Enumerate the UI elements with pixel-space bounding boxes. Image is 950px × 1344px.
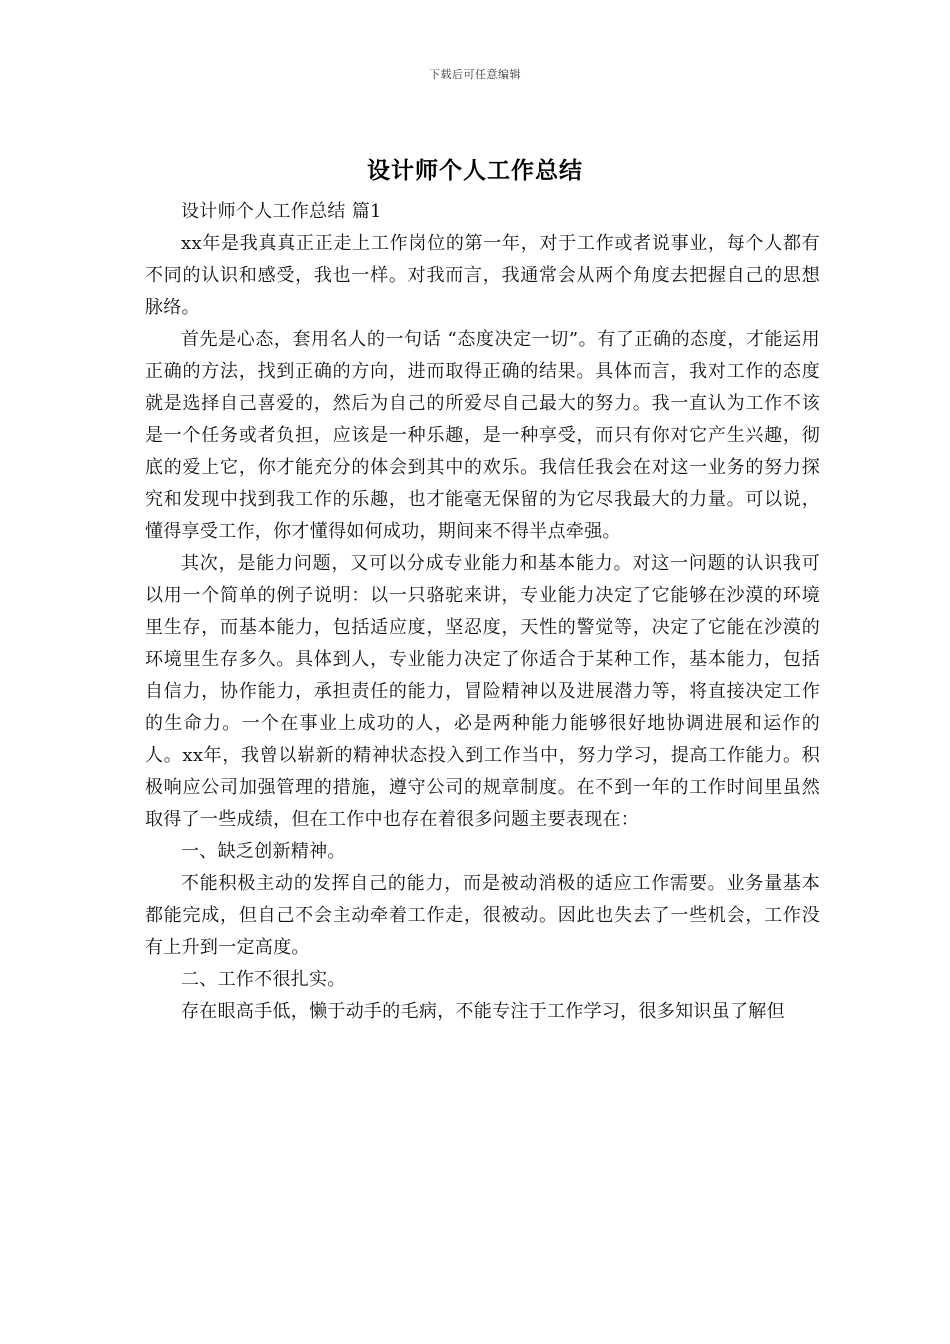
paragraph: xx年是我真真正正走上工作岗位的第一年，对于工作或者说事业，每个人都有不同的认识和感受，我也一样。对我而言，我通常会从两个角度去把握自己的思想脉络。 [145, 233, 820, 318]
paragraph: 其次，是能力问题，又可以分成专业能力和基本能力。对这一问题的认识我可以用一个简单的例子说明：以一只骆驼来讲，专业能力决定了它能够在沙漠的环境里生存，而基本能力，包括适应度，坚忍度，天性的警觉等，决定了它能在沙漠的环境里生存多久。具体到人，专业能力决定了你适合于某种工作，基本能力，包括自信力，协作能力，承担责任的能力，冒险精神以及进展潜力等，将直接决定工作的生命力。一个在事业上成功的人，必是两种能力能够很好地协调进展和运作的人。xx年，我曾以崭新的精神状态投入到工作当中，努力学习，提高工作能力。积极响应公司加强管理的措施，遵守公司的规章制度。在不到一年的工作时间里虽然取得了一些成绩，但在工作中也存在着很多问题主要表现在： [145, 553, 820, 830]
subheading: 二、工作不很扎实。 [181, 969, 346, 990]
paragraph: 首先是心态，套用名人的一句话 “态度决定一切”。有了正确的态度，才能运用正确的方法，找到正确的方向，进而取得正确的结果。具体而言，我对工作的态度就是选择自己喜爱的，然后为自己的所爱尽自己最大的努力。我一直认为工作不该是一个任务或者负担，应该是一种乐趣，是一种享受，而只有你对它产生兴趣，彻底的爱上它，你才能充分的体会到其中的欢乐。我信任我会在对这一业务的努力探究和发现中找到我工作的乐趣，也才能毫无保留的为它尽我最大的力量。可以说，懂得享受工作，你才懂得如何成功，期间来不得半点牵强。 [145, 329, 820, 542]
document-title: 设计师个人工作总结 [367, 157, 583, 184]
subheading: 一、缺乏创新精神。 [181, 841, 346, 862]
paragraph: 不能积极主动的发挥自己的能力，而是被动消极的适应工作需要。业务量基本都能完成，但自己不会主动牵着工作走，很被动。因此也失去了一些机会，工作没有上升到一定高度。 [145, 873, 820, 958]
header-note: 下载后可任意编辑 [429, 68, 521, 81]
paragraph: 存在眼高手低，懒于动手的毛病，不能专注于工作学习，很多知识虽了解但 [181, 1001, 785, 1022]
section-heading: 设计师个人工作总结 篇1 [181, 201, 382, 222]
document-body [145, 196, 820, 1028]
